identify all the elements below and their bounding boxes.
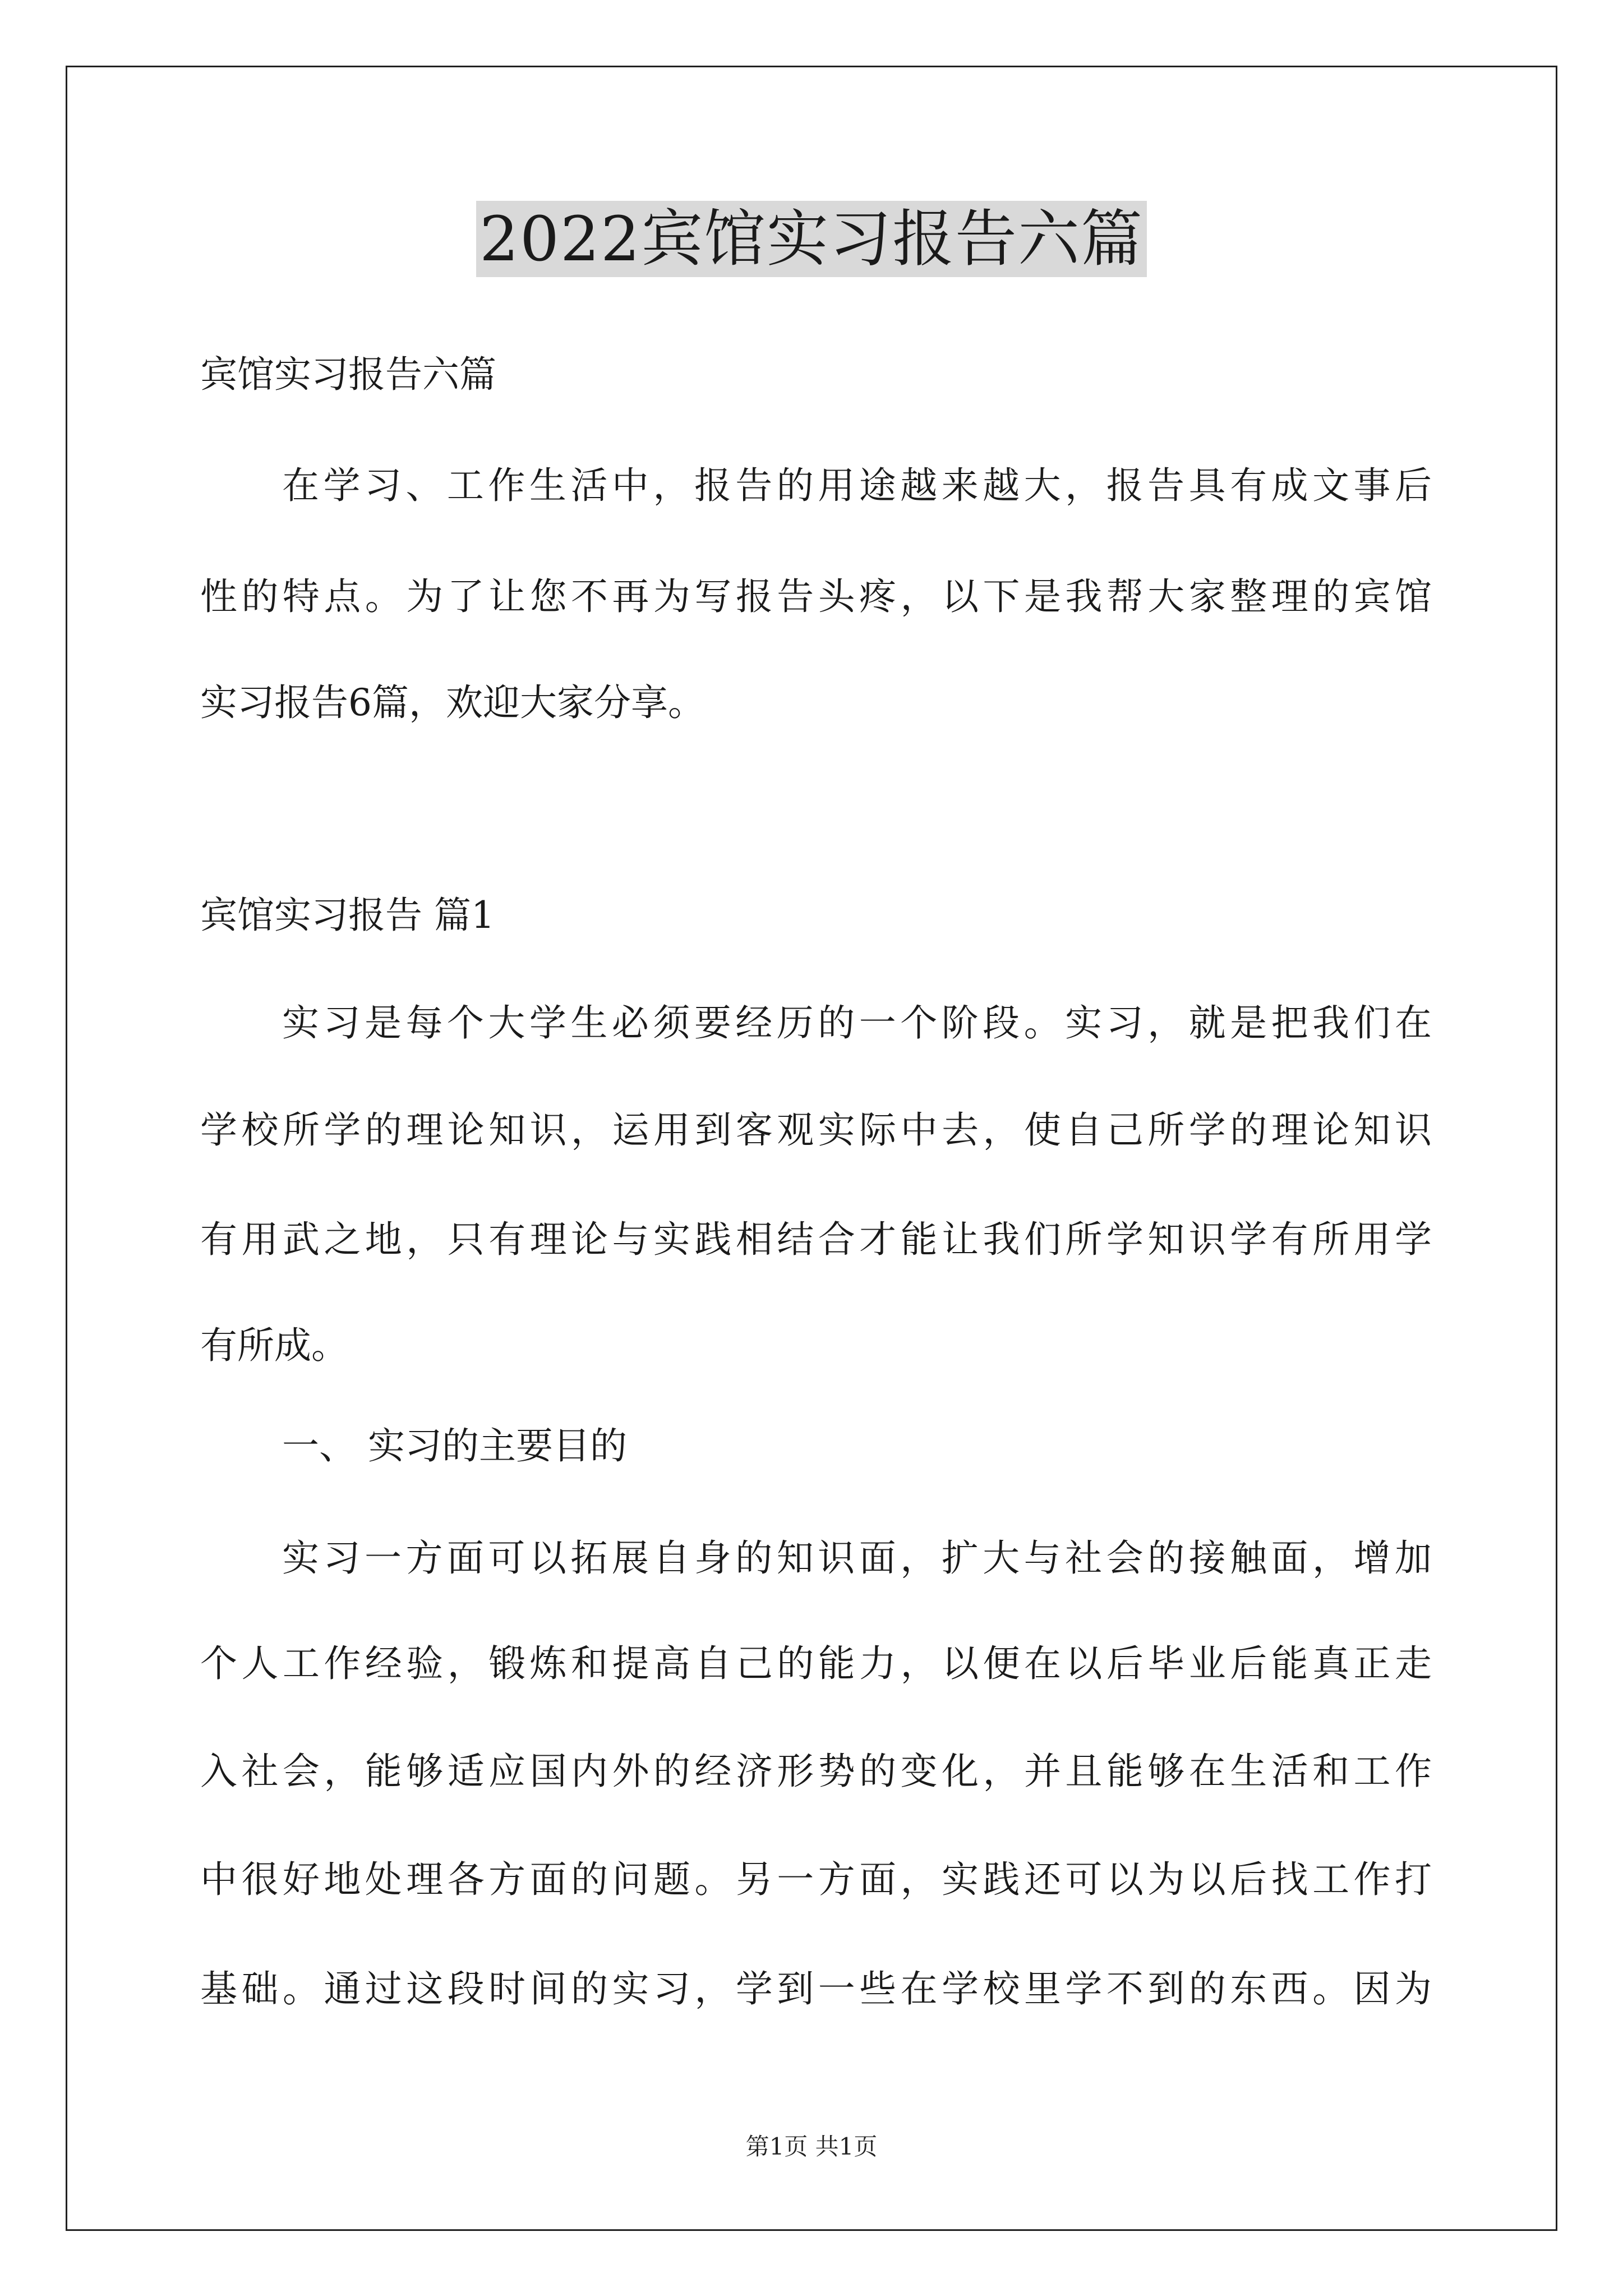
intro-line: 性的特点。为了让您不再为写报告头疼，以下是我帮大家整理的宾馆	[200, 575, 1432, 618]
paragraph-line: 中很好地处理各方面的问题。另一方面，实践还可以为以后找工作打	[200, 1858, 1432, 1901]
intro-line: 在学习、工作生活中，报告的用途越来越大，报告具有成文事后	[282, 464, 1432, 507]
paragraph-line: 个人工作经验，锻炼和提高自己的能力，以便在以后毕业后能真正走	[200, 1642, 1432, 1685]
sub-heading: 一、 实习的主要目的	[282, 1424, 627, 1467]
paragraph-line: 实习是每个大学生必须要经历的一个阶段。实习，就是把我们在	[282, 1001, 1432, 1045]
subtitle: 宾馆实习报告六篇	[200, 353, 496, 396]
page-footer: 第1页 共1页	[745, 2133, 878, 2160]
paragraph-line: 有用武之地，只有理论与实践相结合才能让我们所学知识学有所用学	[200, 1218, 1432, 1261]
paragraph-line: 学校所学的理论知识，运用到客观实际中去，使自己所学的理论知识	[200, 1108, 1432, 1152]
title-wrap	[0, 201, 1623, 277]
paragraph-line: 实习一方面可以拓展自身的知识面，扩大与社会的接触面，增加	[282, 1536, 1432, 1580]
paragraph-line: 有所成。	[200, 1324, 348, 1367]
paragraph-line: 入社会，能够适应国内外的经济形势的变化，并且能够在生活和工作	[200, 1750, 1432, 1793]
intro-line: 实习报告6篇，欢迎大家分享。	[200, 681, 705, 724]
paragraph-line: 基础。通过这段时间的实习，学到一些在学校里学不到的东西。因为	[200, 1967, 1432, 2010]
section-heading: 宾馆实习报告 篇1	[200, 894, 495, 937]
page-title: 2022宾馆实习报告六篇	[476, 201, 1147, 277]
